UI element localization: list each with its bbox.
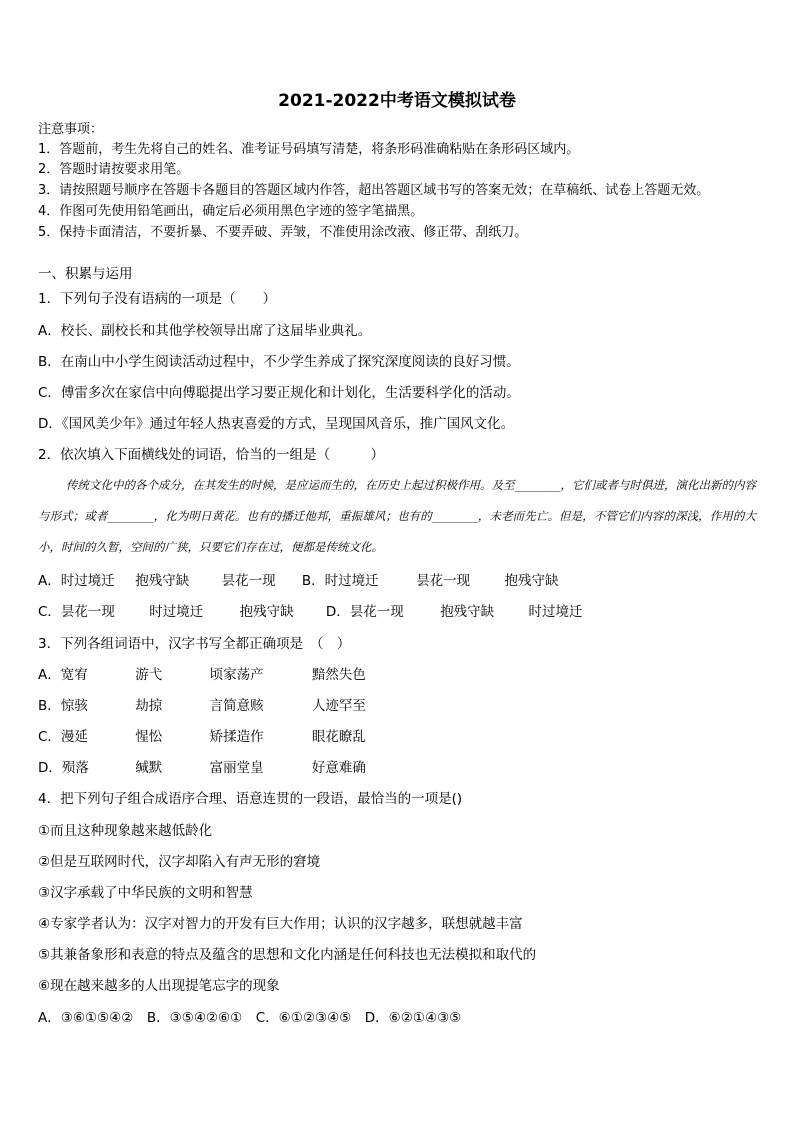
q2-option-word: 昙花一现: [221, 573, 276, 589]
q3-word: 人迹罕至: [311, 698, 366, 714]
note-item: 2．答题时请按要求用笔。: [38, 162, 190, 177]
q3-word: C．漫延: [38, 729, 88, 745]
q2-option-word: B．时过境迁: [301, 573, 379, 589]
q3-word: 劫掠: [135, 698, 163, 714]
page-title: 2021-2022中考语文模拟试卷: [278, 91, 516, 111]
q3-stem: 3．下列各组词语中，汉字书写全都正确项是 （ ）: [38, 636, 351, 652]
q2-option-word: 抱残守缺: [135, 573, 190, 589]
q3-word: 好意难确: [311, 760, 366, 776]
q2-option-word: 昙花一现: [416, 573, 471, 589]
note-item: 5．保持卡面清洁，不要折暴、不要弄破、弄皱，不准使用涂改液、修正带、刮纸刀。: [38, 225, 528, 240]
q3-word: 缄默: [135, 760, 163, 776]
notes-heading: 注意事项：: [38, 122, 104, 137]
q3-word: 矫揉造作: [209, 729, 264, 745]
q2-options-row: [38, 603, 582, 621]
q2-option-word: 抱残守缺: [504, 573, 559, 589]
q2-option-word: 时过境迁: [528, 604, 583, 620]
q2-options-row: [38, 572, 558, 590]
q3-word: 言简意赅: [209, 698, 264, 714]
q2-option-word: D．昙花一现: [325, 604, 404, 620]
q4-answer-options: A．③⑥①⑤④② B．③⑤④②⑥① C．⑥①②③④⑤ D．⑥②①④③⑤: [38, 1010, 462, 1026]
q2-stem: 2．依次填入下面横线处的词语，恰当的一组是（ ）: [38, 447, 385, 463]
q3-word: 游弋: [135, 667, 163, 683]
q2-option-word: 抱残守缺: [239, 604, 294, 620]
q3-word: A．宽宥: [38, 667, 88, 683]
q4-item: ⑤其兼备象形和表意的特点及蕴含的思想和文化内涵是任何科技也无法模拟和取代的: [38, 947, 537, 963]
q2-option-word: C．昙花一现: [38, 604, 115, 620]
q3-word: 富丽堂皇: [209, 760, 264, 776]
q2-option-word: 时过境迁: [149, 604, 204, 620]
q2-option-word: 抱残守缺: [440, 604, 495, 620]
q2-passage: 传统文化中的各个成分，在其发生的时候，是应运而生的，在历史上起过积极作用。及至________，它们或者与时俱进，演化出新的内容与形式；或者________，化为明日黄花。也有的播迁他邦，重振雄风；也有的________，未老而先亡。但是，不管它们内容的深浅，作用的大小，时间的久暂，空间的广狭，只要它们存在过，便都是传统文化。: [38, 478, 756, 554]
q3-word: 顷家荡产: [209, 667, 264, 683]
note-item: 1．答题前，考生先将自己的姓名、准考证号码填写清楚，将条形码准确粘贴在条形码区域内。: [38, 142, 580, 157]
q1-option-d: D．《国风美少年》通过年轻人热衷喜爱的方式，呈现国风音乐，推广国风文化。: [38, 416, 515, 432]
q4-item: ①而且这种现象越来越低龄化: [38, 823, 213, 839]
q2-option-word: A．时过境迁: [38, 573, 115, 589]
q3-options-row: [38, 666, 366, 684]
q1-option-b: B．在南山中小学生阅读活动过程中，不少学生养成了探究深度阅读的良好习惯。: [38, 354, 520, 370]
note-item: 4．作图可先使用铅笔画出，确定后必须用黑色字迹的签字笔描黑。: [38, 204, 424, 219]
q4-item: ④专家学者认为：汉字对智力的开发有巨大作用；认识的汉字越多，联想就越丰富: [38, 916, 523, 932]
q3-options-row: [38, 697, 366, 715]
q3-word: D．殒落: [38, 760, 89, 776]
q4-item: ⑥现在越来越多的人出现提笔忘字的现象: [38, 978, 280, 994]
q1-stem: 1．下列句子没有语病的一项是（ ）: [38, 291, 277, 307]
q1-option-a: A．校长、副校长和其他学校领导出席了这届毕业典礼。: [38, 323, 372, 339]
q1-option-c: C．傅雷多次在家信中向傅聪提出学习要正规化和计划化，生活要科学化的活动。: [38, 385, 520, 401]
q3-options-row: [38, 759, 366, 777]
q4-item: ③汉字承载了中华民族的文明和智慧: [38, 885, 253, 901]
q4-stem: 4．把下列句子组合成语序合理、语意连贯的一段语，最恰当的一项是(): [38, 791, 463, 807]
q3-options-row: [38, 728, 366, 746]
q3-word: B．惊骇: [38, 698, 88, 714]
q4-item: ②但是互联网时代，汉字却陷入有声无形的窘境: [38, 854, 321, 870]
note-item: 3．请按照题号顺序在答题卡各题目的答题区域内作答，超出答题区域书写的答案无效；在草稿纸、试卷上答题无效。: [38, 183, 710, 198]
q3-word: 惺忪: [135, 729, 163, 745]
q3-word: 眼花瞭乱: [311, 729, 366, 745]
q3-word: 黯然失色: [311, 667, 366, 683]
section-heading: 一、积累与运用: [38, 266, 133, 282]
